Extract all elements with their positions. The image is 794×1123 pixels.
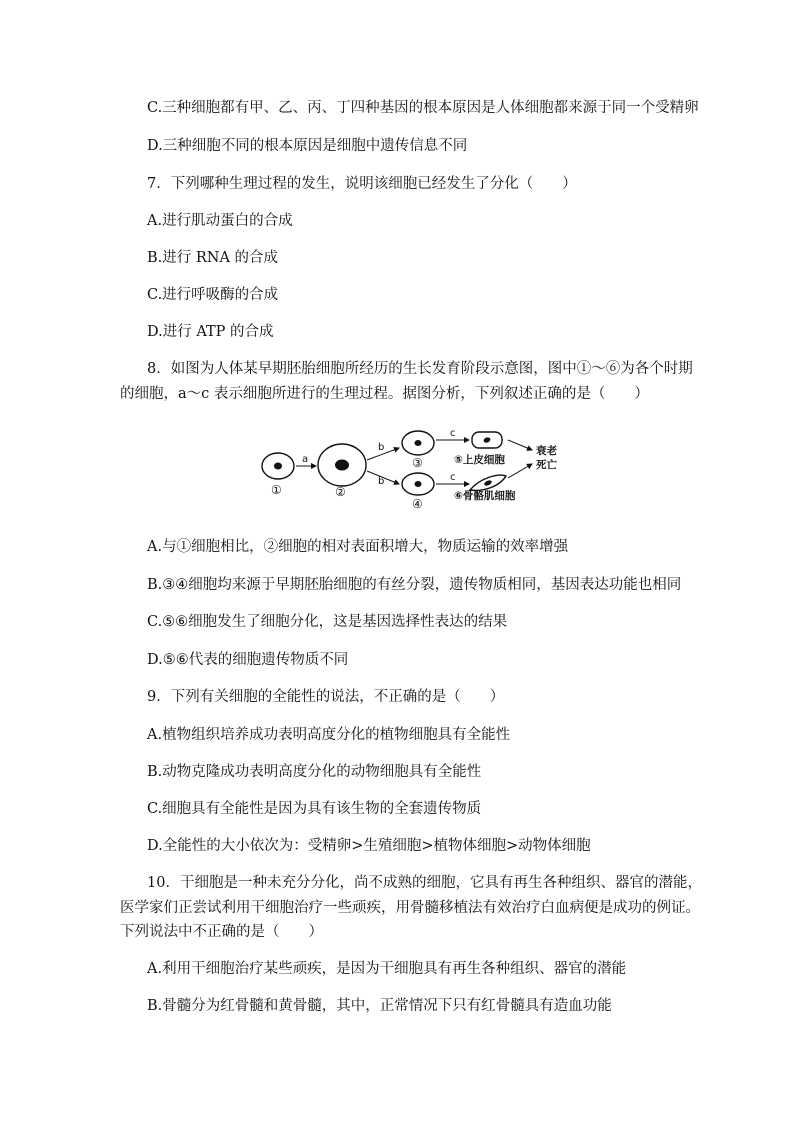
q8-stem-line2: 的细胞，a～c 表示细胞所进行的生理过程。据图分析，下列叙述正确的是（ ） xyxy=(120,386,649,402)
q8-stem-line1: 8．如图为人体某早期胚胎细胞所经历的生长发育阶段示意图，图中①～⑥为各个时期 xyxy=(147,361,693,377)
q7-option-a: A.进行肌动蛋白的合成 xyxy=(147,213,293,229)
arrow-to-fate-bottom xyxy=(508,464,532,478)
arrow-c-bottom-label: c xyxy=(450,472,456,483)
cell-3-label: ③ xyxy=(412,456,423,470)
q7-option-d: D.进行 ATP 的合成 xyxy=(147,324,274,340)
q6-option-d: D.三种细胞不同的根本原因是细胞中遗传信息不同 xyxy=(147,138,468,154)
q9-option-d: D.全能性的大小依次为：受精卵>生殖细胞>植物体细胞>动物体细胞 xyxy=(147,838,591,854)
cell-4-nucleus xyxy=(415,481,422,487)
q10-stem-line2: 医学家们正尝试利用干细胞治疗一些顽疾，用骨髓移植法有效治疗白血病便是成功的例证。 xyxy=(120,900,700,916)
q8-option-d: D.⑤⑥代表的细胞遗传物质不同 xyxy=(147,652,349,668)
cell-5-label: ⑤上皮细胞 xyxy=(454,454,505,466)
q8-option-a: A.与①细胞相比，②细胞的相对表面积增大，物质运输的效率增强 xyxy=(147,539,569,555)
q9-option-a: A.植物组织培养成功表明高度分化的植物细胞具有全能性 xyxy=(147,727,511,743)
q7-stem: 7．下列哪种生理过程的发生，说明该细胞已经发生了分化（ ） xyxy=(147,176,577,192)
q8-option-b: B.③④细胞均来源于早期胚胎细胞的有丝分裂，遗传物质相同，基因表达功能也相同 xyxy=(147,577,682,593)
arrow-a-label: a xyxy=(302,454,309,465)
q10-option-a: A.利用干细胞治疗某些顽疾，是因为干细胞具有再生各种组织、器官的潜能 xyxy=(147,961,627,977)
q10-option-b: B.骨髓分为红骨髓和黄骨髓，其中，正常情况下只有红骨髓具有造血功能 xyxy=(147,998,612,1014)
cell-1-nucleus xyxy=(274,463,282,470)
q10-stem-line1: 10．干细胞是一种未充分分化，尚不成熟的细胞，它具有再生各种组织、器官的潜能， xyxy=(147,875,702,891)
cell-3-nucleus xyxy=(415,440,422,446)
arrow-b-bottom-label: b xyxy=(378,476,385,487)
q7-option-c: C.进行呼吸酶的合成 xyxy=(147,287,279,303)
cell-2-nucleus xyxy=(335,460,349,471)
q10-stem-line3: 下列说法中不正确的是（ ） xyxy=(120,924,323,940)
arrow-to-fate-top xyxy=(508,440,532,450)
q6-option-c: C.三种细胞都有甲、乙、丙、丁四种基因的根本原因是人体细胞都来源于同一个受精卵 xyxy=(147,100,699,116)
cell-6-label: ⑥骨骼肌细胞 xyxy=(454,490,516,502)
cell-2-label: ② xyxy=(335,485,346,499)
cell-1-label: ① xyxy=(271,483,282,497)
fate-label-1: 衰老 xyxy=(536,445,557,457)
q9-option-b: B.动物克隆成功表明高度分化的动物细胞具有全能性 xyxy=(147,764,482,780)
cell-4-label: ④ xyxy=(412,497,423,510)
q7-option-b: B.进行 RNA 的合成 xyxy=(147,250,279,266)
fate-label-2: 死亡 xyxy=(536,459,557,471)
q9-option-c: C.细胞具有全能性是因为具有该生物的全套遗传物质 xyxy=(147,801,482,817)
arrow-c-top-label: c xyxy=(450,428,456,439)
arrow-b-top-label: b xyxy=(378,442,385,453)
q8-option-c: C.⑤⑥细胞发生了细胞分化，这是基因选择性表达的结果 xyxy=(147,614,508,630)
q9-stem: 9．下列有关细胞的全能性的说法，不正确的是（ ） xyxy=(147,689,505,705)
cell-development-diagram xyxy=(258,426,558,510)
